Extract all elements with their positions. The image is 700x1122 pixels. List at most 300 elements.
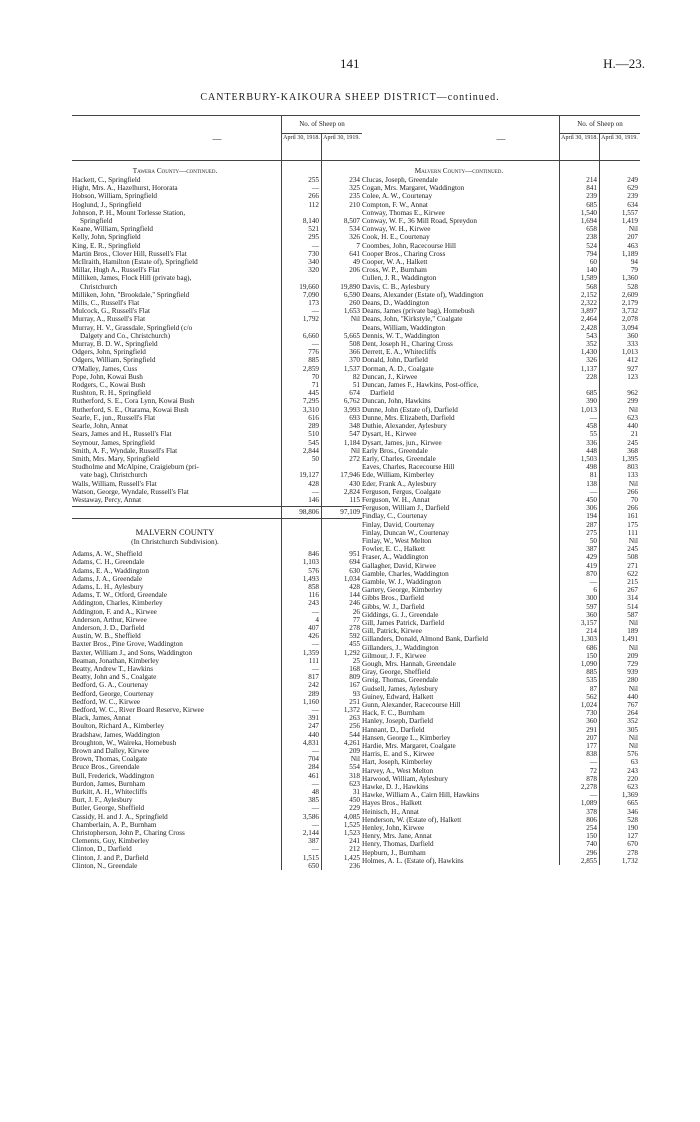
table-row	[72, 356, 362, 364]
owner-name: Seymour, James, Springfield	[72, 438, 155, 447]
table-row	[362, 471, 640, 479]
table-row	[362, 201, 640, 209]
sheep-count-1918: 543	[586, 331, 597, 340]
sheep-count-1918: 6,660	[302, 331, 319, 340]
sheep-count-1918: 81	[589, 471, 597, 480]
sheep-count-1918: 3,310	[302, 405, 319, 414]
sheep-count-header	[281, 116, 362, 160]
sheep-count-1918: 112	[308, 200, 319, 209]
table-row	[72, 558, 362, 566]
table-row	[72, 299, 362, 307]
sheep-count-1919: 428	[349, 582, 360, 591]
sheep-count-1918: 243	[308, 599, 319, 608]
col-1918-header: April 30, 1918.	[560, 134, 600, 160]
table-row	[362, 340, 640, 348]
sheep-count-1918: 838	[586, 750, 597, 759]
table-row	[362, 348, 640, 356]
sheep-count-1919: 167	[349, 681, 360, 690]
sheep-count-1919: 239	[627, 192, 638, 201]
sheep-count-1919: 4,085	[343, 812, 360, 821]
sheep-count-1919: 6,762	[343, 397, 360, 406]
sheep-count-1918: 3,586	[302, 812, 319, 821]
owner-name: Hoglund, J., Springfield	[72, 200, 142, 209]
sheep-count-1918: —	[311, 820, 319, 829]
sheep-count-1919: 4,261	[343, 738, 360, 747]
sheep-count-1918: 426	[308, 632, 319, 641]
table-row	[362, 586, 640, 594]
owner-name: Baxter, William J., and Sons, Waddington	[72, 648, 193, 657]
sheep-count-1918: 1,359	[302, 648, 319, 657]
sheep-count-1919: 79	[630, 266, 638, 275]
sheep-count-1918: 55	[589, 430, 597, 439]
table-row	[362, 791, 640, 799]
owner-name: Broughton, W., Waireka, Homebush	[72, 738, 177, 747]
sheep-count-1918: 562	[586, 692, 597, 701]
owner-name: Millar, Hugh A., Russell's Flat	[72, 266, 160, 275]
sheep-count-1919: 534	[349, 225, 360, 234]
table-row	[362, 750, 640, 758]
sheep-count-1918: 19,660	[299, 282, 319, 291]
owner-name: Chamberlain, A. P., Burnham	[72, 820, 157, 829]
owner-name: Adams, E. A., Waddington	[72, 566, 149, 575]
table-row	[362, 783, 640, 791]
table-row	[362, 734, 640, 742]
owner-name: Duncan, J., Kirwee	[362, 372, 418, 381]
sheep-count-1918: 2,844	[302, 446, 319, 455]
table-row	[72, 804, 362, 812]
table-row	[362, 381, 640, 397]
sheep-count-1918: —	[311, 307, 319, 316]
owner-name: Gillanders, Donald, Almond Bank, Darfield	[362, 635, 488, 644]
sheep-count-1918: 616	[308, 413, 319, 422]
sheep-count-1918: 448	[586, 446, 597, 455]
sheep-count-1918: —	[589, 413, 597, 422]
table-row	[72, 348, 362, 356]
table-row	[362, 496, 640, 504]
owner-name: Mulcock, G., Russell's Flat	[72, 307, 150, 316]
total-1918: 98,806	[299, 508, 319, 517]
sheep-count-1918: 289	[308, 422, 319, 431]
table-row	[72, 813, 362, 821]
sheep-count-1918: —	[311, 747, 319, 755]
table-row	[362, 463, 640, 471]
sheep-count-1918: 140	[586, 266, 597, 275]
owner-name: Dorman, A. D., Coalgate	[362, 364, 434, 373]
sheep-count-1918: 1,303	[580, 635, 597, 644]
owner-name: Gill, Patrick, Kirwee	[362, 627, 422, 636]
sheep-count-1919: 629	[627, 184, 638, 193]
table-row	[72, 616, 362, 624]
name-column-header: —	[496, 134, 506, 144]
owner-name: Clinton, J. and P., Darfield	[72, 853, 149, 862]
table-row	[362, 397, 640, 405]
owner-name: Ferguson, William J., Darfield	[362, 504, 450, 513]
owner-name: Hanley, Joseph, Darfield	[362, 717, 433, 726]
owner-name: Hackett, C., Springfield	[72, 176, 141, 184]
sheep-count-1918: 296	[586, 848, 597, 857]
table-row	[72, 854, 362, 862]
sheep-count-1918: 320	[308, 266, 319, 275]
sheep-count-1918: —	[311, 804, 319, 813]
owner-name: Burkitt, A. H., Whitecliffs	[72, 788, 147, 797]
sheep-count-1919: 161	[627, 512, 638, 521]
sheep-count-1919: 278	[349, 623, 360, 632]
table-row	[362, 701, 640, 709]
sheep-count-1918: 4,831	[302, 738, 319, 747]
owner-name: Hepburn, J., Burnham	[362, 848, 426, 857]
owner-name: Mills, C., Russell's Flat	[72, 299, 140, 308]
owner-name: Bull, Frederick, Waddington	[72, 771, 154, 780]
sheep-count-1919: 189	[627, 627, 638, 636]
owner-name: Derrett, E. A., Whitecliffs	[362, 348, 437, 357]
sheep-count-1919: Nil	[350, 315, 360, 324]
sheep-count-1918: 535	[586, 676, 597, 685]
owner-name: Boulton, Richard A., Kimberley	[72, 722, 165, 731]
sheep-count-1918: 146	[308, 495, 319, 504]
table-row	[362, 250, 640, 258]
table-row	[362, 315, 640, 323]
table-row	[362, 512, 640, 520]
owner-name: Ferguson, Fergus, Coalgate	[362, 487, 441, 496]
sheep-count-1919: 951	[349, 550, 360, 559]
table-row	[72, 324, 362, 340]
sheep-count-1918: —	[311, 184, 319, 193]
sheep-count-1919: 2,824	[343, 487, 360, 496]
sheep-count-1918: —	[311, 241, 319, 250]
owner-name: Conway, W. F., 36 Mill Road, Spreydon	[362, 217, 477, 226]
owner-name: O'Malley, James, Cuss	[72, 364, 138, 373]
owner-name: Searle, John, Annat	[72, 422, 128, 431]
table-row	[72, 381, 362, 389]
sheep-count-1918: 524	[586, 241, 597, 250]
owner-name: Heinisch, H., Annat	[362, 807, 419, 816]
sheep-count-1919: 266	[627, 504, 638, 513]
sheep-count-1918: 1,430	[580, 348, 597, 357]
sheep-count-1918: 568	[586, 282, 597, 291]
sheep-count-1919: 623	[627, 783, 638, 792]
sheep-count-1918: 1,694	[580, 217, 597, 226]
sheep-count-1918: 445	[308, 389, 319, 398]
sheep-count-1919: 1,395	[621, 454, 638, 463]
owner-name: Eaves, Charles, Racecourse Hill	[362, 463, 455, 472]
table-row	[362, 488, 640, 496]
table-row	[362, 840, 640, 848]
owner-name: King, E. R., Springfield	[72, 241, 141, 250]
sheep-count-1918: 440	[308, 730, 319, 739]
table-row	[72, 575, 362, 583]
owner-name: Clinton, N., Greendale	[72, 861, 138, 870]
sheep-count-1918: 450	[586, 495, 597, 504]
sheep-count-1918: 247	[308, 722, 319, 731]
sheep-count-1919: 1,013	[621, 348, 638, 357]
table-row	[72, 608, 362, 616]
owner-name: Watson, George, Wyndale, Russell's Flat	[72, 487, 189, 496]
sheep-count-1919: 19,890	[340, 282, 360, 291]
table-row	[72, 455, 362, 463]
sheep-count-1919: 622	[627, 569, 638, 578]
owner-name: Deans, William, Waddington	[362, 323, 446, 332]
owner-name: Eder, Frank A., Aylesbury	[362, 479, 437, 488]
sheep-count-1919: 368	[627, 446, 638, 455]
sheep-count-1918: 841	[586, 184, 597, 193]
table-row	[72, 274, 362, 290]
sheep-count-1919: 127	[627, 832, 638, 841]
table-row	[72, 567, 362, 575]
sheep-count-1918: 3,157	[580, 618, 597, 627]
owner-name: Fraser, A., Waddington	[362, 553, 429, 562]
page-number: 141	[340, 56, 360, 71]
owner-name: Studholme and McAlpine, Craigieburn (pri-	[72, 463, 199, 472]
table-row	[362, 578, 640, 586]
table-row	[362, 537, 640, 545]
sheep-count-1919: 70	[630, 495, 638, 504]
table-row	[72, 632, 362, 640]
sheep-count-1919: 1,732	[621, 856, 638, 865]
owner-name: Odgers, William, Springfield	[72, 356, 156, 365]
sheep-count-1919: 6,590	[343, 290, 360, 299]
sheep-count-1918: 71	[311, 381, 319, 390]
sheep-count-1918: 138	[586, 479, 597, 488]
table-row	[362, 775, 640, 783]
sheep-count-1919: 249	[627, 176, 638, 184]
table-row	[72, 599, 362, 607]
sheep-count-1918: 1,137	[580, 364, 597, 373]
sheep-count-1918: 428	[308, 479, 319, 488]
table-row	[72, 266, 362, 274]
owner-name: Ferguson, W. H., Annat	[362, 495, 430, 504]
table-row	[72, 258, 362, 266]
sheep-count-1919: Nil	[628, 618, 638, 627]
table-row	[72, 430, 362, 438]
sheep-count-1919: Nil	[628, 742, 638, 751]
table-row	[72, 550, 362, 558]
sheep-count-1918: 116	[308, 591, 319, 600]
sheep-count-1918: 858	[308, 582, 319, 591]
table-row	[72, 763, 362, 771]
table-row	[72, 176, 362, 184]
table-row	[362, 799, 640, 807]
sheep-count-1919: 674	[349, 389, 360, 398]
owner-name: Gudsell, James, Aylesbury	[362, 684, 438, 693]
sheep-count-1919: 1,189	[621, 249, 638, 258]
table-row	[72, 192, 362, 200]
sheep-count-1918: 1,024	[580, 701, 597, 709]
owner-name: Conway, W. H., Kirwee	[362, 225, 431, 234]
sheep-count-1918: 87	[589, 684, 597, 693]
sheep-count-1918: 846	[308, 550, 319, 559]
owner-name: Deans, John, "Kirkstyle," Coalgate	[362, 315, 463, 324]
sheep-count-1919: 77	[352, 615, 360, 624]
sheep-count-1918: 776	[308, 348, 319, 357]
sheep-count-1919: 115	[349, 495, 360, 504]
sheep-count-1918: —	[311, 779, 319, 788]
sheep-count-1919: 264	[627, 709, 638, 718]
table-row	[72, 250, 362, 258]
sheep-count-1919: 325	[349, 184, 360, 193]
owner-name: Beatty, Andrew T., Hawkins	[72, 664, 154, 673]
table-row	[362, 603, 640, 611]
owner-name: Murray, H. V., Grassdale, Springfield (c/o	[72, 323, 193, 332]
sheep-count-1918: 2,322	[580, 299, 597, 308]
sheep-count-1919: 123	[627, 372, 638, 381]
table-row	[72, 233, 362, 241]
sheep-count-1918: 360	[586, 610, 597, 619]
owner-name: Kelly, John, Springfield	[72, 233, 141, 242]
name-column-header: —	[212, 134, 222, 144]
sheep-count-1918: 576	[308, 566, 319, 575]
owner-name: Henderson, W. (Estate of), Halkett	[362, 815, 462, 824]
table-header	[72, 115, 362, 161]
owner-name: Gibbs Bros., Darfield	[362, 594, 424, 603]
sheep-count-1919: 927	[627, 364, 638, 373]
sheep-count-1919: 63	[630, 758, 638, 767]
owner-name: Rodgers, C., Kowai Bush	[72, 381, 146, 390]
table-row	[72, 681, 362, 689]
table-row	[72, 488, 362, 496]
owner-name: Martin Bros., Clover Hill, Russell's Flat	[72, 249, 187, 258]
sheep-count-1918: 521	[308, 225, 319, 234]
table-row	[362, 644, 640, 652]
owner-name: Gunn, Alexander, Racecourse Hill	[362, 701, 461, 709]
table-row	[72, 480, 362, 488]
sheep-count-1918: 194	[586, 512, 597, 521]
sheep-count-1919: 318	[349, 771, 360, 780]
owner-name: Sears, James and H., Russell's Flat	[72, 430, 172, 439]
sheep-count-1918: —	[589, 487, 597, 496]
table-row	[72, 406, 362, 414]
table-row	[362, 726, 640, 734]
sheep-count-1919: 280	[627, 676, 638, 685]
table-row	[362, 274, 640, 282]
table-row	[72, 755, 362, 763]
sheep-count-1918: —	[311, 640, 319, 649]
owner-name: Hight, Mrs. A., Hazelhurst, Hororata	[72, 184, 178, 193]
sheep-count-1918: 391	[308, 714, 319, 723]
table-row	[362, 192, 640, 200]
sheep-count-1919: Nil	[628, 733, 638, 742]
sheep-count-1919: 1,653	[343, 307, 360, 316]
owner-name: Findlay, C., Courtenay	[362, 512, 428, 521]
sheep-count-1919: 266	[627, 487, 638, 496]
table-row	[72, 788, 362, 796]
table-row	[362, 652, 640, 660]
sheep-count-1918: 60	[589, 258, 597, 267]
owner-name: Burt, J. F., Aylesbury	[72, 796, 133, 805]
sheep-count-1919: 370	[349, 356, 360, 365]
table-row	[362, 742, 640, 750]
table-row	[72, 591, 362, 599]
sheep-count-1918: 111	[308, 656, 319, 665]
sheep-count-1919: 144	[349, 591, 360, 600]
sheep-count-1919: Nil	[628, 536, 638, 545]
right-column	[362, 115, 640, 865]
owner-name: Donald, John, Darfield	[362, 356, 428, 365]
owner-name: Butler, George, Sheffield	[72, 804, 145, 813]
sheep-count-1918: 730	[586, 709, 597, 718]
sheep-count-1919: 1,360	[621, 274, 638, 283]
table-row	[362, 709, 640, 717]
sheep-count-1919: 241	[349, 837, 360, 846]
owner-name: Adams, A. W., Sheffield	[72, 550, 142, 559]
sheep-count-1918: 1,089	[580, 799, 597, 808]
table-row	[362, 594, 640, 602]
owner-name: Addington, F. and A., Kirwee	[72, 607, 157, 616]
sheep-count-1918: —	[311, 664, 319, 673]
sheep-count-1919: 693	[349, 413, 360, 422]
owner-name-continued: Springfield	[80, 217, 113, 226]
sheep-count-1918: 685	[586, 200, 597, 209]
col-1919-header: April 30, 1919.	[323, 135, 360, 141]
table-row	[362, 570, 640, 578]
owner-name: Gough, Mrs. Hannah, Greendale	[362, 659, 456, 668]
sheep-count-1918: 306	[586, 504, 597, 513]
table-row	[362, 209, 640, 217]
sheep-count-1919: 450	[349, 796, 360, 805]
table-row	[362, 767, 640, 775]
owner-name: Brown and Dalley, Kirwee	[72, 747, 149, 755]
table-row	[362, 324, 640, 332]
sheep-count-1919: 31	[352, 788, 360, 797]
sheep-count-1918: 794	[586, 249, 597, 258]
sheep-count-1918: 1,493	[302, 574, 319, 583]
sheep-count-1919: 243	[627, 766, 638, 775]
table-row	[362, 717, 640, 725]
table-row	[362, 406, 640, 414]
owner-name: Hardie, Mrs. Margaret, Coalgate	[362, 742, 456, 751]
owner-name: Adams, L. H., Aylesbury	[72, 582, 144, 591]
owner-name: Bradshaw, James, Waddington	[72, 730, 160, 739]
sheep-count-1919: 49	[352, 258, 360, 267]
sheep-count-1919: 235	[349, 192, 360, 201]
table-row	[72, 439, 362, 447]
owner-name: Hayes Bros., Halkett	[362, 799, 422, 808]
sheep-count-1918: 287	[586, 520, 597, 529]
sheep-count-1919: 962	[627, 389, 638, 398]
owner-name: Hawke, D. J., Hawkins	[362, 783, 429, 792]
sheep-count-1918: 407	[308, 623, 319, 632]
sheep-count-1919: 1,184	[343, 438, 360, 447]
owner-name: Odgers, John, Springfield	[72, 348, 146, 357]
owner-name: Addington, Charles, Kimberley	[72, 599, 163, 608]
table-row	[362, 611, 640, 619]
sheep-count-1919: 1,292	[343, 648, 360, 657]
owner-name: Clements, Guy, Kimberley	[72, 837, 149, 846]
sheep-count-1918: 2,464	[580, 315, 597, 324]
sheep-count-1919: 21	[630, 430, 638, 439]
owner-name: Hawke, William A., Cairn Hill, Hawkins	[362, 791, 480, 800]
owner-name: Gamble, Charles, Waddington	[362, 569, 449, 578]
owner-name: Gray, George, Sheffield	[362, 668, 431, 677]
sheep-count-1918: 72	[589, 766, 597, 775]
sheep-count-1919: 299	[627, 397, 638, 406]
owner-name: Dent, Joseph H., Charing Cross	[362, 340, 453, 349]
table-row	[72, 624, 362, 632]
sheep-count-1918: 1,792	[302, 315, 319, 324]
owner-name: Compton, F. W., Annat	[362, 200, 428, 209]
sheep-count-1918: 70	[311, 372, 319, 381]
sheep-count-header	[559, 116, 640, 160]
sheep-count-1919: 175	[627, 520, 638, 529]
table-row	[72, 184, 362, 192]
sheep-count-1918: 1,090	[580, 659, 597, 668]
sheep-count-1918: 266	[308, 192, 319, 201]
sheep-count-1919: 641	[349, 249, 360, 258]
sheep-count-1919: 514	[627, 602, 638, 611]
table-row	[72, 821, 362, 829]
sheep-count-1919: 528	[627, 815, 638, 824]
owner-name: Deans, D., Waddington	[362, 299, 429, 308]
owner-name: Anderson, J. D., Darfield	[72, 623, 145, 632]
